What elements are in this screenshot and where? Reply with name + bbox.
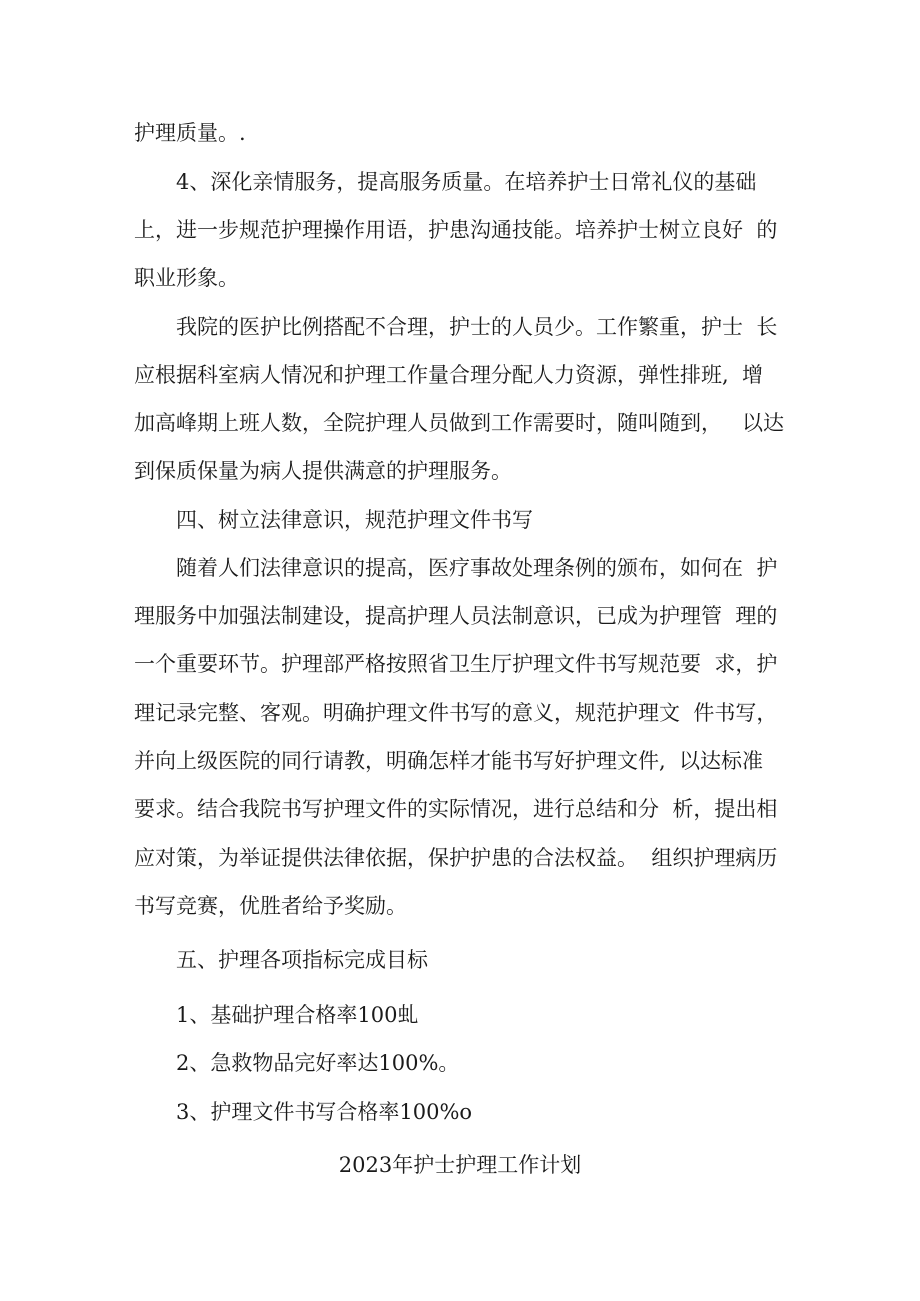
paragraph-line: 要求。结合我院书写护理文件的实际情况，进行总结和分 析，提出相	[134, 797, 778, 821]
paragraph-line: 护理质量。.	[134, 121, 246, 145]
document-title: 2023年护士护理工作计划	[338, 1153, 582, 1177]
paragraph-line: 理记录完整、客观。明确护理文件书写的意义，规范护理文 件书写，	[134, 701, 778, 725]
paragraph-line: 到保质保量为病人提供满意的护理服务。	[134, 459, 512, 483]
paragraph-line: 随着人们法律意识的提高，医疗事故处理条例的颁布，如何在 护	[176, 556, 778, 580]
paragraph-line: 职业形象。	[134, 266, 239, 290]
paragraph-line: 书写竞赛，优胜者给予奖励。	[134, 894, 407, 918]
paragraph-line: 应对策，为举证提供法律依据，保护护患的合法权益。 组织护理病历	[134, 846, 778, 870]
paragraph-line: 一个重要环节。护理部严格按照省卫生厅护理文件书写规范要 求，护	[134, 652, 778, 676]
section-heading: 四、树立法律意识，规范护理文件书写	[176, 508, 533, 532]
paragraph-line: 并向上级医院的同行请教，明确怎样才能书写好护理文件, 以达标准	[134, 749, 764, 773]
paragraph-line: 加高峰期上班人数，全院护理人员做到工作需要时，随叫随到， 以达	[134, 411, 785, 435]
paragraph-line: 4、深化亲情服务，提高服务质量。在培养护士日常礼仪的基础	[176, 170, 757, 194]
paragraph-line: 应根据科室病人情况和护理工作量合理分配人力资源，弹性排班, 增	[134, 363, 764, 387]
paragraph-line: 理服务中加强法制建设，提高护理人员法制意识，已成为护理管 理的	[134, 604, 778, 628]
paragraph-line: 我院的医护比例搭配不合理，护士的人员少。工作繁重，护士 长	[176, 315, 778, 339]
list-item: 1、基础护理合格率100虬	[176, 1003, 419, 1027]
list-item: 3、护理文件书写合格率100%o	[176, 1100, 473, 1124]
list-item: 2、急救物品完好率达100%。	[176, 1051, 460, 1075]
section-heading: 五、护理各项指标完成目标	[176, 948, 428, 972]
paragraph-line: 上，进一步规范护理操作用语，护患沟通技能。培养护士树立良好 的	[134, 218, 778, 242]
